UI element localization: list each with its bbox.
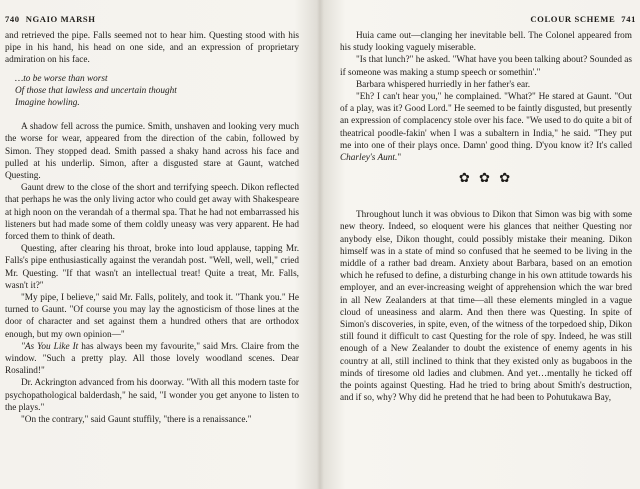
right-running-head-title: COLOUR SCHEME — [530, 14, 616, 24]
paragraph: Gaunt drew to the close of the short and terrifying speech. Dikon reflected that perhaps he was the only living actor who could get away with Shakespeare at high noon on the verandah of a thermal spa. That he had not embarrassed his listeners but had made some of them coldly uneasy was very apparent. He had forced them to think of death. — [5, 183, 299, 243]
paragraph: Dr. Ackrington advanced from his doorway. "With all this modern taste for psychopathological balderdash," he said, "I wonder you get anyone to listen to the plays." — [5, 378, 299, 413]
play-title: Charley's Aunt. — [340, 153, 398, 164]
verse-line: Of those that lawless and uncertain thought — [15, 85, 177, 96]
paragraph — [340, 91, 632, 164]
paragraph-text: has always been my favourite," said Mrs. Claire from the window. "Such a pretty play. All those lovely woodland scenes. Dear Rosalind!" — [5, 341, 299, 377]
verse-line: Imagine howling. — [15, 98, 80, 109]
paragraph: "My pipe, I believe," said Mr. Falls, politely, and took it. "Thank you." He turned to Gaunt. "Of course you may lay the agnosticism of those lines at the door of character and set against them a hundred others that are orthodox enough, but my own opinion—" — [5, 293, 299, 340]
right-page-text — [340, 30, 632, 404]
play-title: "As You Like It — [21, 341, 79, 352]
left-page-text — [5, 30, 299, 426]
paragraph — [5, 341, 299, 378]
paragraph: A shadow fell across the pumice. Smith, unshaven and looking very much the worse for wear, appeared from the direction of the cabin, followed by Simon. They stopped dead. Smith passed a shaky hand across his face and pulled at his underlip. Simon, after a disgusted stare at Gaunt, watched Questing. — [5, 122, 299, 182]
paragraph: Throughout lunch it was obvious to Dikon that Simon was big with some new theory. Indeed, so eloquent were his glances that neither Questing nor anybody else, Dikon thought, could possibly mistake their meaning. Dikon himself was in a state of mind so confused that he seemed to be living in the middle of a rather bad dream. Anxiety about Barbara, based on an emotion which he refused to define, a disturbing change in his own attitude towards his employer, and an ever-increasing weight of apprehension which the war bred in all New Zealanders at that time—all these elements mingled in a vague cloud of uneasiness and alarm. And then there was Questing. In spite of Simon's discoveries, in spite, even, of the witness of the torpedoed ship, Dikon still found it difficult to cast Questing for the role of spy. Indeed, he was still enough of a New Zealander to doubt the existence of enemy agents in his country at all, still inclined to think that they existed only as bugaboos in the minds of tiresome old ladies and clubmen. And yet…mentally he ticked off the points against Questing. Had he tried to bring about Smith's destruction, and if so, why? Why did he pretend that he had been to Pohutukawa Bay, — [340, 210, 632, 404]
left-running-head-title: NGAIO MARSH — [25, 14, 96, 24]
paragraph-text: "Eh? I can't hear you," he complained. "What?" He stared at Gaunt. "Out of a play, was it? Good Lord." He seemed to be faintly disgusted, but presently an expression of complacency stole over his face. "We used to do quite a bit of theatrical poodle-fakin' when I was a subaltern in India," he said. "They put me into one of their plays once. Damn' good thing. D'you know it? It's called — [340, 92, 632, 151]
ornament-icon: ✿ — [458, 170, 473, 186]
paragraph: and retrieved the pipe. Falls seemed not to hear him. Questing stood with his pipe in his hand, his head on one side, and an expression of proprietary admiration on his face. — [5, 31, 299, 66]
right-page — [320, 0, 640, 489]
verse-line: …to be worse than worst — [15, 73, 108, 84]
right-running-head — [530, 14, 636, 24]
section-break-ornaments — [340, 171, 632, 185]
left-running-head — [5, 14, 96, 24]
closing-quote: " — [397, 153, 402, 164]
ornament-icon: ✿ — [499, 170, 514, 186]
ornament-icon: ✿ — [479, 170, 493, 186]
verse-quote — [15, 73, 299, 110]
paragraph: Huia came out—clanging her inevitable bell. The Colonel appeared from his study looking vaguely miserable. — [340, 31, 632, 54]
paragraph: Barbara whispered hurriedly in her father's ear. — [356, 79, 531, 90]
left-page-number: 740 — [5, 14, 20, 24]
paragraph: "On the contrary," said Gaunt stuffily, "there is a renaissance." — [21, 415, 252, 426]
paragraph: "Is that lunch?" he asked. "What have you been talking about? Sounded as if someone was making a stump speech or somethin'." — [340, 55, 632, 78]
right-page-number: 741 — [621, 14, 636, 24]
paragraph: Questing, after clearing his throat, broke into loud applause, tapping Mr. Falls's pipe enthusiastically against the verandah post. "Well, well, well," cried Mr. Questing. "If that wasn't an intellectual treat! Quite a treat, Mr. Falls, wasn't it?" — [5, 244, 299, 291]
